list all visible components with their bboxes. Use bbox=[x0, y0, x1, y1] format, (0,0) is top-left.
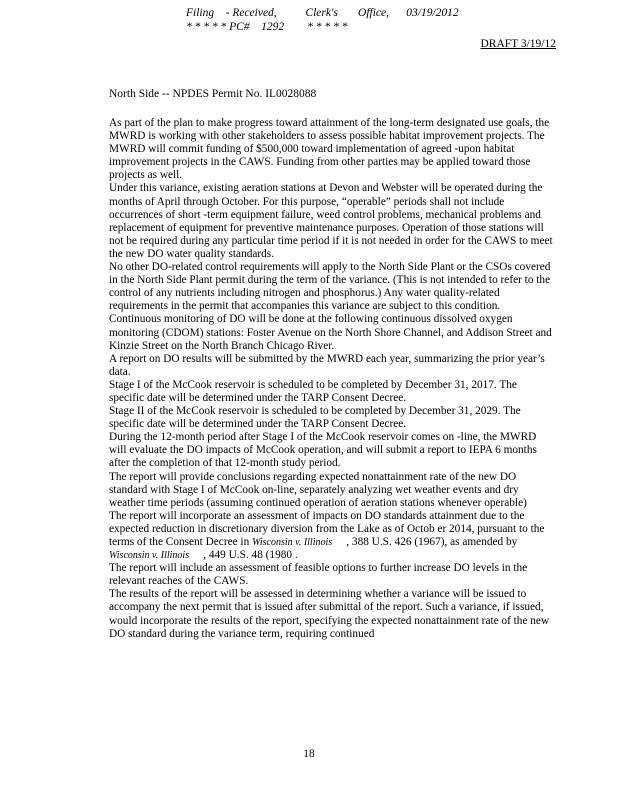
paragraph-annual-report: A report on DO results will be submitted by the MWRD each year, summarizing the prior year’s data. bbox=[109, 352, 545, 378]
paragraph-control-requirements: No other DO-related control requirements will apply to the North Side Plant or the CSOs covered in the North Side Plant permit during the term of the variance. (This is not intended to refer to the control of any nutrients including nitrogen and phosphorus.) Any water quality-related requirements in the permit that accompanies this variance are subject to this condition. bbox=[109, 261, 551, 313]
filing-stamp bbox=[186, 6, 459, 34]
diversion-text-1: The report will incorporate an assessment of impacts on DO standards attainment due to the expected reduction in discretionary diversion from the Lake as of Octob er 2014, pursuant to the terms of the Consent Decree in bbox=[109, 509, 545, 548]
page-number: 18 bbox=[303, 748, 315, 760]
paragraph-options: The report will include an assessment of feasible options to further increase DO levels in the relevant reaches of the CAWS. bbox=[109, 562, 528, 588]
stamp-line-2: * * * * * PC# 1292 * * * * * bbox=[186, 21, 348, 33]
paragraph-stage-2: Stage II of the McCook reservoir is scheduled to be completed by December 31, 2029. The specific date will be determined under the TARP Consent Decree. bbox=[109, 405, 521, 431]
draft-label: DRAFT 3/19/12 bbox=[480, 38, 556, 50]
diversion-text-2: , 388 U.S. 426 (1967), as amended by bbox=[332, 536, 521, 548]
stamp-line-1: Filing - Received, Clerk's Office, 03/19/2012 bbox=[186, 7, 459, 19]
paragraph-habitat: As part of the plan to make progress toward attainment of the long-term designated use goals, the MWRD is working with other stakeholders to assess possible habitat improvement projects. The MWRD will commit funding of $500,000 toward implementation of agreed -upon habitat improvement projects in the CAWS. Funding from other parties may be applied toward those projects as well. bbox=[109, 117, 550, 182]
document-body bbox=[109, 117, 554, 641]
paragraph-stage-1: Stage I of the McCook reservoir is scheduled to be completed by December 31, 2017. The specific date will be determined under the TARP Consent Decree. bbox=[109, 378, 517, 404]
paragraph-aeration: Under this variance, existing aeration stations at Devon and Webster will be operated during the months of April through October. For this purpose, “operable” periods shall not include occurrences of short -term equipment failure, weed control problems, mechanical problems and replacement of equipment for preventive maintenance purposes. Operation of those stations will not be required during any particular time period if it is not needed in order for the CAWS to meet the new DO water quality standards. bbox=[109, 182, 553, 260]
paragraph-monitoring: Continuous monitoring of DO will be done at the following continuous dissolved oxygen monitoring (CDOM) stations: Foster Avenue on the North Shore Channel, and Addison Street and Kinzie Street on the North Branch Chicago River. bbox=[109, 313, 552, 352]
document-heading: North Side -- NPDES Permit No. IL0028088 bbox=[109, 88, 317, 100]
paragraph-evaluation: During the 12-month period after Stage I of the McCook reservoir comes on -line, the MWRD will evaluate the DO impacts of McCook operation, and will submit a report to IEPA 6 months after the completion of that 12-month study period. bbox=[109, 431, 537, 470]
paragraph-conclusions: The report will provide conclusions regarding expected nonattainment rate of the new DO standard with Stage I of McCook on-line, separately analyzing wet weather events and dry weather time periods (assuming continued operation of aeration stations whenever operable) bbox=[109, 470, 527, 509]
paragraph-results: The results of the report will be assessed in determining whether a variance will be issued to accompany the next permit that is issued after submittal of the report. Such a variance, if issued, would incorporate the results of the report, specifying the expected nonattainment rate of the new DO standard during the variance term, requiring continued bbox=[109, 588, 550, 640]
case-citation-2: Wisconsin v. Illinois bbox=[109, 550, 190, 562]
paragraph-diversion bbox=[109, 510, 554, 562]
diversion-text-3: , 449 U.S. 48 (1980 . bbox=[189, 549, 298, 562]
case-citation-1: Wisconsin v. Illinois bbox=[252, 537, 333, 548]
